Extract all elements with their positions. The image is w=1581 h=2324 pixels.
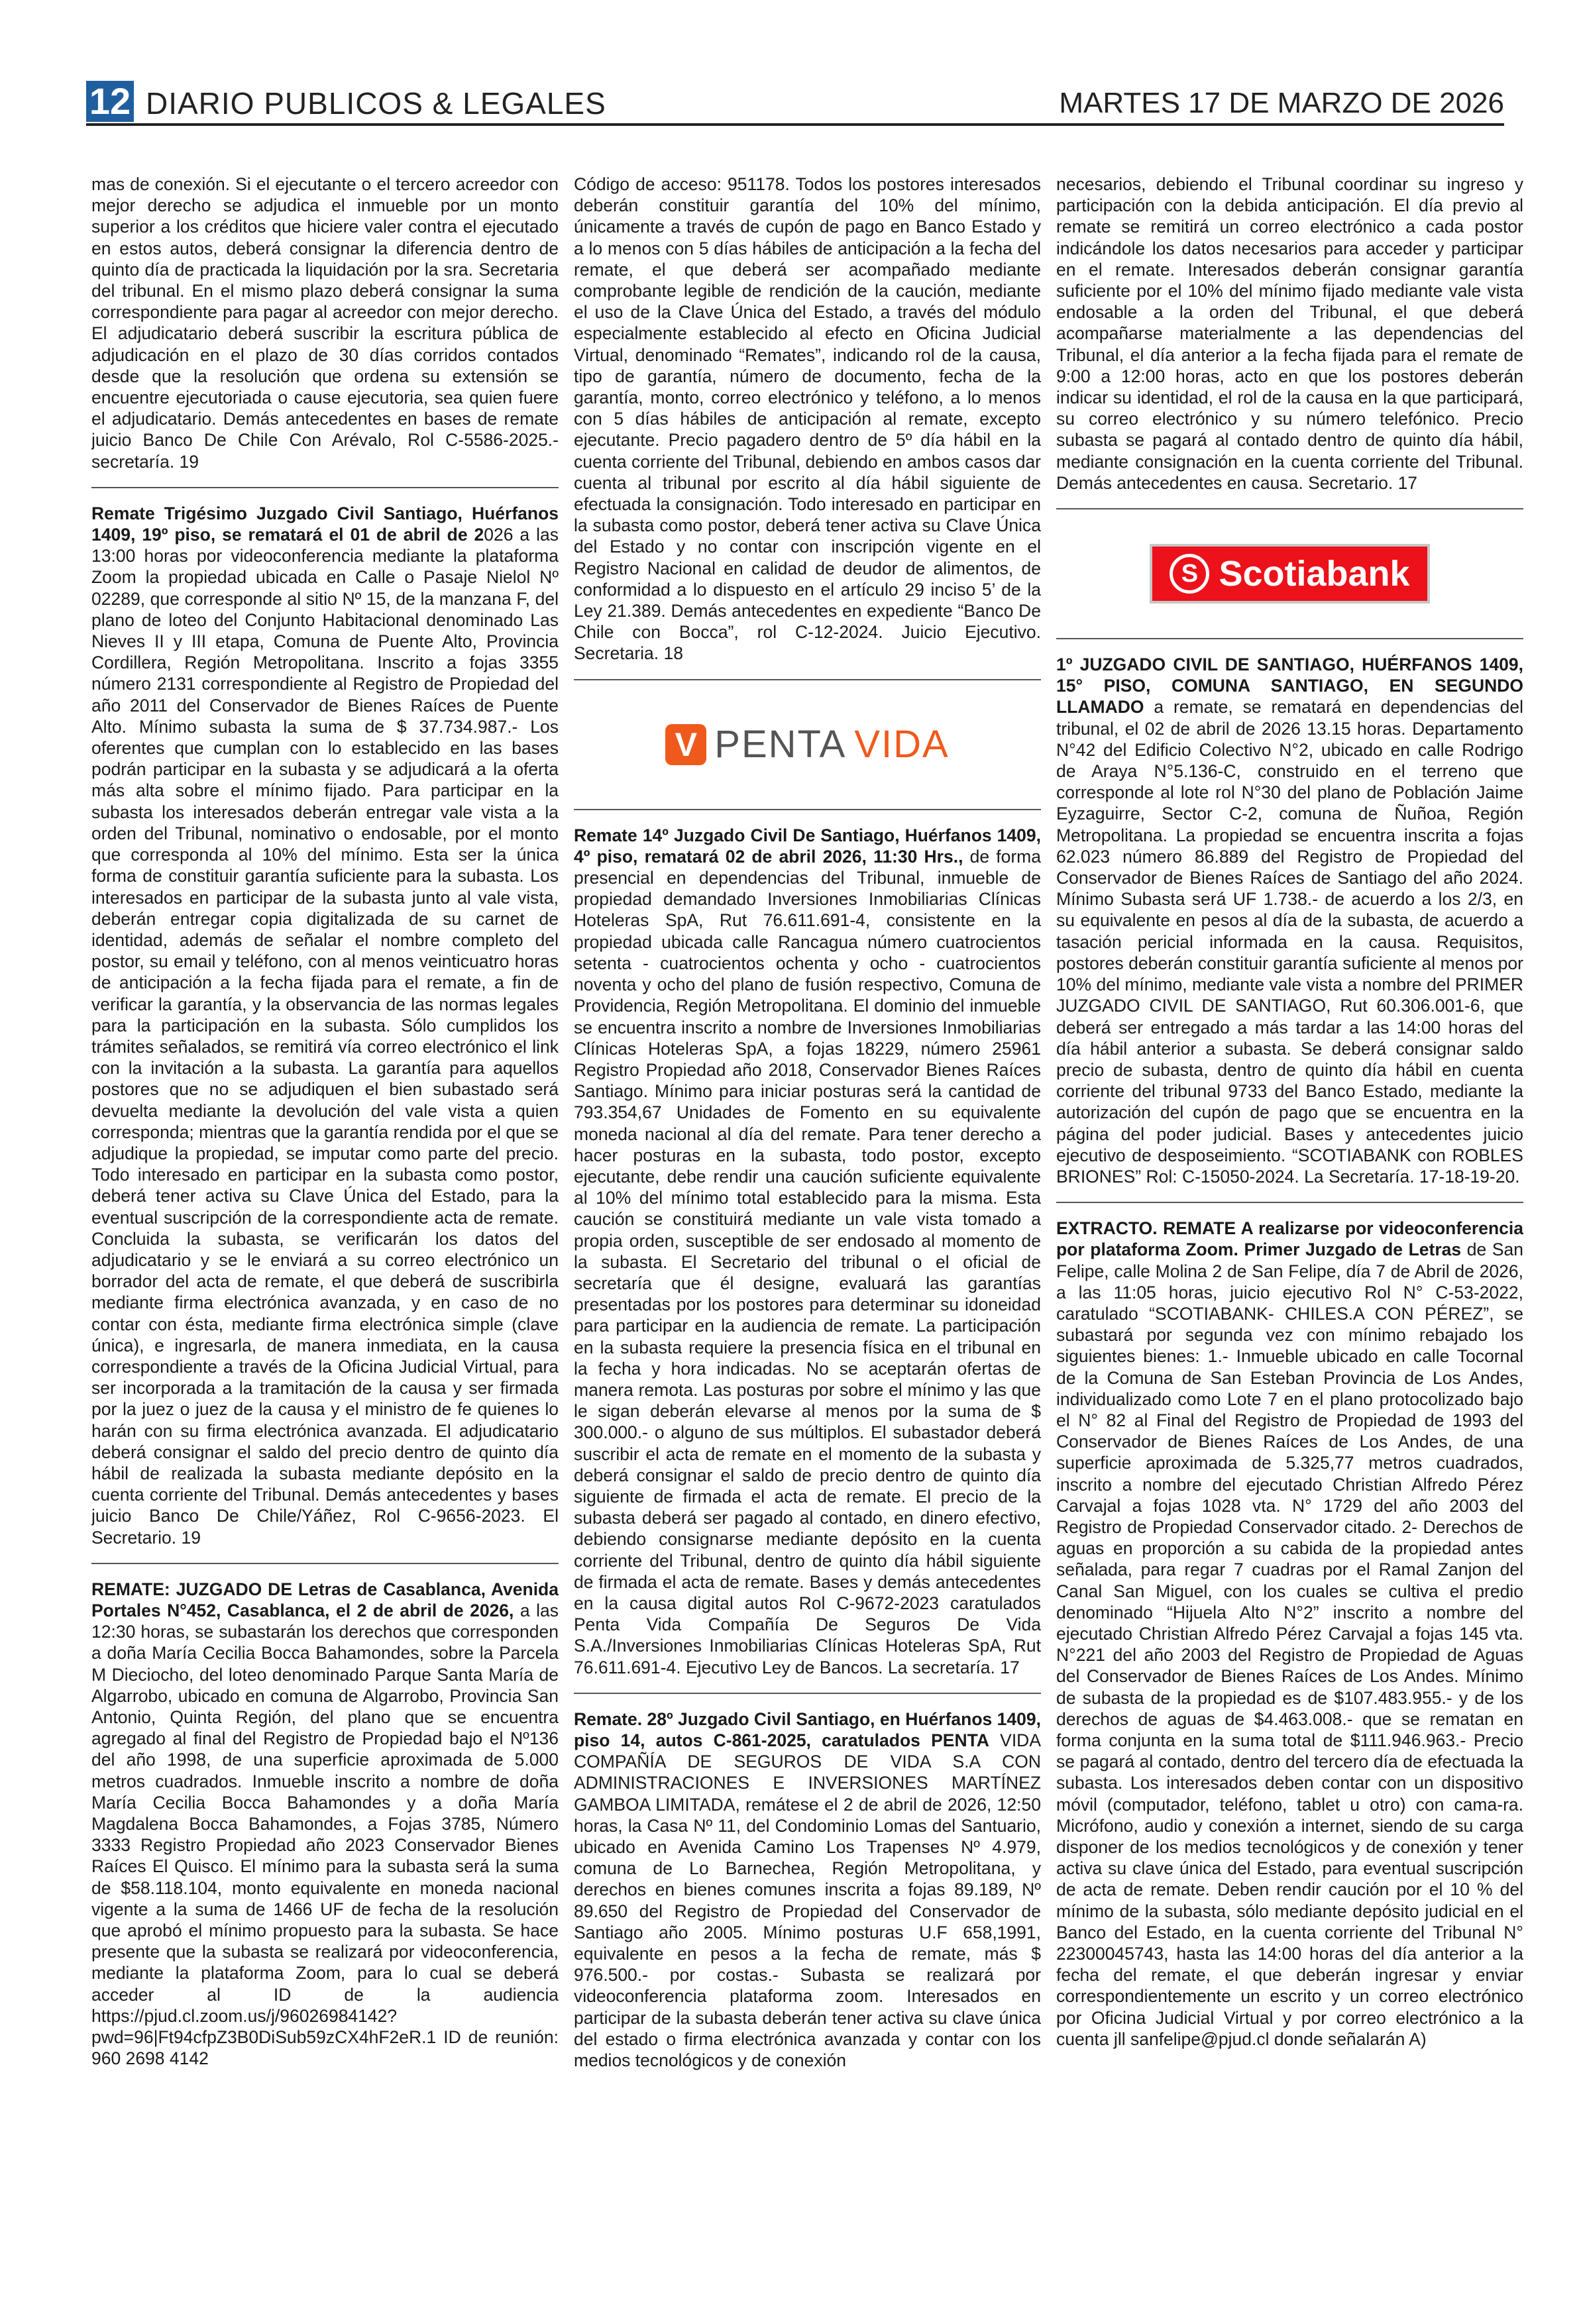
notice-remate-28-juzgado xyxy=(574,1709,1041,2071)
notice-body: a las 12:30 horas, se subastarán los derechos que corresponden a doña María Cecilia Bocca Bahamondes, sobre la Parcela M Dieciocho, del loteo denominado Parque Santa María de Algarrobo, ubicado en comuna de Algarrobo, Provincia San Antonio, Quinta Región, del plano que se encuentra agregado al final del Registro de Propiedad bajo el Nº136 del año 1998, de una superficie aproximada de 5.000 metros cuadrados. Inmueble inscrito a nombre de doña María Cecilia Bocca Bahamondes y a doña María Magdalena Bocca Bahamondes, a Fojas 3785, Número 3333 Registro Propiedad año 2023 Conservador Bienes Raíces El Quisco. El mínimo para la subasta será la suma de $58.118.104, monto equivalente en moneda nacional vigente a la suma de 1466 UF de fecha de la resolución que aprobó el mínimo propuesto para la subasta. Se hace presente que la subasta se realizará por videoconferencia, mediante la plataforma Zoom, para lo cual se deberá acceder al ID de la audiencia https://pjud.cl.zoom.us/j/96026984142?pwd=96|Ft94cfpZ3B0DiSub59zCX4hF2eR.1 ID de reunión: 960 2698 4142 xyxy=(91,1601,559,2069)
scotiabank-logo xyxy=(1056,524,1523,623)
divider xyxy=(574,809,1041,810)
divider xyxy=(1056,508,1523,509)
divider xyxy=(91,1563,559,1564)
pentavida-mark-icon: V xyxy=(665,724,706,765)
divider xyxy=(574,679,1041,680)
notice-body: de San Felipe, calle Molina 2 de San Felipe, día 7 de Abril de 2026, a las 11:05 horas, juicio ejecutivo Rol N° C-53-2022, caratulado “SCOTIABANK- CHILES.A CON PÉREZ”, se subastará por segunda vez con mínimo rebajado los siguientes bienes: 1.- Inmueble ubicado en calle Tocornal de la Comuna de San Esteban Provincia de Los Andes, individualizado como Lote 7 en el plano protocolizado bajo el N° 82 al Final del Registro de Propiedad de 1993 del Conservador de Bienes Raíces de Los Andes, de una superficie aproximada de 5.325,77 metros cuadrados, inscrito a nombre del ejecutado Christian Alfredo Pérez Carvajal a fojas 1028 vta. N° 1729 del año 2003 del Registro de Propiedad Conservador citado. 2- Derechos de aguas en proporción a su cabida de la propiedad antes señalada, para regar 7 cuadras por el Ramal Zanjon del Canal San Miguel, con los cuales se cultiva el predio denominado “Hijuela Alto N°2” inscrito a nombre del ejecutado Christian Alfredo Pérez Carvajal a fojas 145 vta. N°221 del año 2003 del Registro de Propiedad de Aguas del Conservador de Bienes Raíces de Los Andes. Mínimo de subasta de la propiedad es de $107.483.955.- y de los derechos de aguas de $4.463.008.- que se rematan en forma conjunta en la suma total de $111.946.963.- Precio se pagará al contado, dentro del tercero día de efectuada la subasta. Los interesados deben contar con un dispositivo móvil (computador, teléfono, tablet u otro) con cama-ra. Micrófono, audio y conexión a internet, siendo de su carga disponer de los medios tecnológicos y de conexión y tener activa su clave única del Estado, para eventual suscripción de acta de remate. Deben rendir caución por el 10 % del mínimo de la subasta, sólo mediante depósito judicial en el Banco del Estado, en la cuenta corriente del Tribunal N° 22300045743, hasta las 14:00 horas del día anterior a la fecha del remate, el que deberán ingresar y enviar correspondientemente un escrito y un correo electrónico por Oficina Judicial Virtual y por correo electrónico a la cuenta jll sanfelipe@pjud.cl donde señalarán A) xyxy=(1056,1240,1523,2049)
notice-body: VIDA COMPAÑÍA DE SEGUROS DE VIDA S.A CON ADMINISTRACIONES E INVERSIONES MARTÍNEZ GAMBOA LIMITADA, remátese el 2 de abril de 2026, 12:50 horas, la Casa Nº 11, del Condominio Lomas del Santuario, ubicado en Avenida Camino Los Trapenses Nº 4.979, comuna de Lo Barnechea, Región Metropolitana, y derechos en bienes comunes inscrita a fojas 89.189, Nº 89.650 del Registro de Propiedad del Conservador de Santiago año 2005. Mínimo posturas U.F 658,1991, equivalente en pesos a la fecha de remate, más $ 976.500.- por costas.- Subasta se realizará por videoconferencia plataforma zoom. Interesados en participar de la subasta deberán tener activa su clave única del estado o firma electrónica avanzada y contar con los medios tecnológicos y de conexión xyxy=(574,1730,1041,2071)
column-3 xyxy=(1056,174,1523,2294)
notice-body: 026 a las 13:00 horas por videoconferencia mediante la plataforma Zoom la propiedad ubicada en Calle o Pasaje Nielol Nº 02289, que corresponde al sitio Nº 15, de la manzana F, del plano de loteo del Conjunto Habitacional denominado Las Nieves II y III etapa, Comuna de Puente Alto, Provincia Cordillera, Región Metropolitana. Inscrito a fojas 3355 número 2131 correspondiente al Registro de Propiedad del año 2011 del Conservador de Bienes Raíces de Puente Alto. Mínimo subasta la suma de $ 37.734.987.- Los oferentes que cumplan con lo establecido en las bases podrán participar en la subasta y se adjudicará a la oferta más alta sobre el mínimo fijado. Para participar en la subasta los interesados deberán entregar vale vista a la orden del Tribunal, nominativo o endosable, por el monto que corresponda al 10% del mínimo. Esta ser la única forma de constituir garantía suficiente para la subasta. Los interesados en participar de la subasta junto al vale vista, deberán entregar copia digitalizada de su carnet de identidad, además de señalar el nombre completo del postor, su email y teléfono, con al menos veinticuatro horas de anticipación a la fecha fijada para el remate, a fin de verificar la garantía, y la observancia de las normas legales para la participación en la subasta. Sólo cumplidos los trámites señalados, se remitirá vía correo electrónico el link con la invitación a la subasta. La garantía para aquellos postores que no se adjudiquen el bien subastado será devuelta mediante la devolución del vale vista a quien corresponda; mientras que la garantía rendida por el que se adjudique la propiedad, se imputar como parte del precio. Todo interesado en participar en la subasta como postor, deberá tener activa su Clave Única del Estado, para la eventual suscripción de la correspondiente acta de remate. Concluida la subasta, se verificarán los datos del adjudicatario y se le enviará a su correo electrónico un borrador del acta de remate, el que deberá de suscribirla mediante firma electrónica avanzada, y en caso de no contar con ésta, mediante firma electrónica simple (clave única), e ingresarla, de manera inmediata, en la causa correspondiente a través de la Oficina Judicial Virtual, para ser incorporada a la tramitación de la causa y ser firmada por la juez o juez de la causa y el ministro de fe quienes lo harán con su firma electrónica avanzada. El adjudicatario deberá consignar el saldo del precio dentro de quinto día hábil de realizada la subasta mediante depósito en la cuenta corriente del Tribunal. Demás antecedentes y bases juicio Banco De Chile/Yáñez, Rol C-9656-2023. El Secretario. 19 xyxy=(91,525,559,1548)
notice-extracto-san-felipe xyxy=(1056,1218,1523,2050)
notice-heading: Remate Trigésimo Juzgado Civil Santiago, Huérfanos 1409, 19º piso, se rematará el 01 de abril de 2 xyxy=(91,503,559,545)
pentavida-logo xyxy=(574,695,1041,794)
notice-heading: Remate 14º Juzgado Civil De Santiago, Huérfanos 1409, 4º piso, rematará 02 de abril 2026, 11:30 Hrs., xyxy=(574,825,1041,867)
pentavida-logo-text-a: PENTA xyxy=(714,723,847,766)
notice-continuation: necesarios, debiendo el Tribunal coordinar su ingreso y participación con la debida anticipación. El día previo al remate se remitirá un correo electrónico a cada postor indicándole los datos necesarios para acceder y participar en el remate. Interesados deberán consignar garantía suficiente por el 10% del mínimo fijado mediante vale vista endosable a la orden del Tribunal, el que deberá acompañarse materialmente a las dependencias del Tribunal, el día anterior a la fecha fijada para el remate de 9:00 a 12:00 horas, acto en que los postores deberán indicar su identidad, el rol de la causa en la que participará, su correo electrónico y su número telefónico. Precio subasta se pagará al contado dentro de quinto día hábil, mediante consignación en la cuenta corriente del Tribunal. Demás antecedentes en causa. Secretario. 17 xyxy=(1056,174,1523,493)
divider xyxy=(91,487,559,488)
notice-remate-14-juzgado xyxy=(574,825,1041,1678)
notice-remate-1-juzgado xyxy=(1056,654,1523,1187)
divider xyxy=(1056,638,1523,639)
notice-remate-30-juzgado xyxy=(91,503,559,1548)
notice-heading: REMATE: JUZGADO DE Letras de Casablanca, Avenida Portales N°452, Casablanca, el 2 de abril de 2026, xyxy=(91,1579,559,1620)
notice-heading: 1º JUZGADO CIVIL DE SANTIAGO, HUÉRFANOS 1409, 15° PISO, COMUNA SANTIAGO, EN SEGUNDO LLAMADO xyxy=(1056,655,1523,717)
divider xyxy=(1056,1202,1523,1203)
column-2 xyxy=(574,174,1041,2294)
notice-heading: Remate. 28º Juzgado Civil Santiago, en Huérfanos 1409, piso 14, autos C-861-2025, caratulados PENTA xyxy=(574,1709,1041,1750)
notice-heading: EXTRACTO. REMATE A realizarse por videoconferencia por plataforma Zoom. Primer Juzgado de Letras xyxy=(1056,1218,1523,1260)
scotiabank-mark-icon: S xyxy=(1170,554,1209,594)
page-number: 12 xyxy=(86,81,134,122)
section-title: DIARIO PUBLICOS & LEGALES xyxy=(146,86,606,121)
notice-continuation: Código de acceso: 951178. Todos los postores interesados deberán constituir garantía del 10% del mínimo, únicamente a través de cupón de pago en Banco Estado y a lo menos con 5 días hábiles de anticipación a la fecha del remate, el que deberá ser acompañado mediante comprobante legible de rendición de la caución, mediante el uso de la Clave Única del Estado, a través del módulo especialmente establecido al efecto en Oficina Judicial Virtual, denominado “Remates”, indicando rol de la causa, tipo de garantía, número de documento, fecha de la garantía, monto, correo electrónico y teléfono, a lo menos con 5 días hábiles de anticipación al remate, excepto ejecutante. Precio pagadero dentro de 5º día hábil en la cuenta corriente del Tribunal, debiendo en ambos casos dar cuenta al tribunal por escrito al día hábil siguiente de efectuada la consignación. Todo interesado en participar en la subasta como postor, deberá tener activa su Clave Única del Estado y no contar con inscripción vigente en el Registro Nacional en calidad de deudor de alimentos, de conformidad a lo dispuesto en el artículo 29 inciso 5’ de la Ley 21.389. Demás antecedentes en expediente “Banco De Chile con Bocca”, rol C-12-2024. Juicio Ejecutivo. Secretaria. 18 xyxy=(574,174,1041,664)
scotiabank-logo-text: Scotiabank xyxy=(1219,554,1410,594)
page-header xyxy=(86,78,1504,126)
notice-remate-casablanca xyxy=(91,1579,559,2070)
divider xyxy=(574,1693,1041,1694)
notice-body: a remate, se rematará en dependencias del tribunal, el 02 de abril de 2026 13.15 horas. Departamento N°42 del Edificio Colectivo N°2, ubicado en calle Rodrigo de Araya N°5.136-C, construido en el terreno que corresponde al lote rol N°30 del plano de Población Jaime Eyzaguirre, Sector C-2, comuna de Ñuñoa, Región Metropolitana. La propiedad se encuentra inscrita a fojas 62.023 número 86.889 del Registro de Propiedad del Conservador de Bienes Raíces de Santiago del año 2024. Mínimo Subasta será UF 1.738.- de acuerdo a los 2/3, en su equivalente en pesos al día de la subasta, de acuerdo a tasación pericial informada en la causa. Requisitos, postores deberán constituir garantía suficiente al menos por 10% del mínimo, mediante vale vista a nombre del PRIMER JUZGADO CIVIL DE SANTIAGO, Rut 60.306.001-6, que deberá ser entregado a más tardar a las 14:00 horas del día hábil anterior a subasta. Se deberá consignar saldo precio de subasta, dentro de quinto día hábil en cuenta corriente del tribunal 9733 del Banco Estado, mediante la autorización del cupón de pago que se encuentra en la página del poder judicial. Bases y antecedentes juicio ejecutivo de desposeimiento. “SCOTIABANK con ROBLES BRIONES” Rol: C-15050-2024. La Secretaría. 17-18-19-20. xyxy=(1056,697,1523,1187)
issue-date: MARTES 17 DE MARZO DE 2026 xyxy=(1059,87,1504,119)
notice-body: de forma presencial en dependencias del Tribunal, inmueble de propiedad demandado Inversiones Inmobiliarias Clínicas Hoteleras SpA, Rut 76.611.691-4, consistente en la propiedad ubicada calle Rancagua número cuatrocientos setenta - cuatrocientos ochenta y ocho - cuatrocientos noventa y ocho del plano de fusión respectivo, Comuna de Providencia, Región Metropolitana. El dominio del inmueble se encuentra inscrito a nombre de Inversiones Inmobiliarias Clínicas Hoteleras SpA, a fojas 18229, número 25961 Registro Propiedad año 2018, Conservador Bienes Raíces Santiago. Mínimo para iniciar posturas será la cantidad de 793.354,67 Unidades de Fomento en su equivalente moneda nacional al día del remate. Para tener derecho a hacer posturas en la subasta, todo postor, excepto ejecutante, debe rendir una caución suficiente equivalente al 10% del mínimo total establecido para la misma. Esta caución se constituirá mediante un vale vista tomado a propia orden, susceptible de ser endosado al momento de la subasta. El Secretario del tribunal o el oficial de secretaría que él designe, evaluará las garantías presentadas por los postores para determinar su idoneidad para participar en la audiencia de remate. La participación en la subasta requiere la presencia física en el tribunal en la fecha y hora indicadas. No se aceptarán ofertas de manera remota. Las posturas por sobre el mínimo y las que le sigan deberán elevarse al menos por la suma de $ 300.000.- o alguno de sus múltiplos. El subastador deberá suscribir el acta de remate en el momento de la subasta y deberá consignar el saldo de precio dentro de quinto día siguiente de firmada el acta de remate. El precio de la subasta deberá ser pagado al contado, en dinero efectivo, debiendo consignarse mediante depósito en la cuenta corriente del Tribunal, dentro de quinto día hábil siguiente de firmada el acta de remate. Bases y demás antecedentes en la causa digital autos Rol C-9672-2023 caratulados Penta Vida Compañía De Seguros De Vida S.A./Inversiones Inmobiliarias Clínicas Hoteleras SpA, Rut 76.611.691-4. Ejecutivo Ley de Bancos. La secretaría. 17 xyxy=(574,846,1041,1677)
notice-continuation: mas de conexión. Si el ejecutante o el tercero acreedor con mejor derecho se adjudica el inmueble por un monto superior a los créditos que hiciere valer contra el ejecutado en estos autos, deberá consignar la diferencia dentro de quinto día de practicada la liquidación por la sra. Secretaria del tribunal. En el mismo plazo deberá consignar la suma correspondiente para pagar al acreedor con mejor derecho. El adjudicatario deberá suscribir la escritura pública de adjudicación en el plazo de 30 días corridos contados desde que la resolución que ordena su extensión se encuentre ejecutoriada o cause ejecutoria, sea quien fuere el adjudicatario. Demás antecedentes en bases de remate juicio Banco De Chile Con Arévalo, Rol C-5586-2025.- secretaría. 19 xyxy=(91,174,559,472)
pentavida-logo-text-b: VIDA xyxy=(854,723,950,766)
column-1 xyxy=(91,174,559,2294)
